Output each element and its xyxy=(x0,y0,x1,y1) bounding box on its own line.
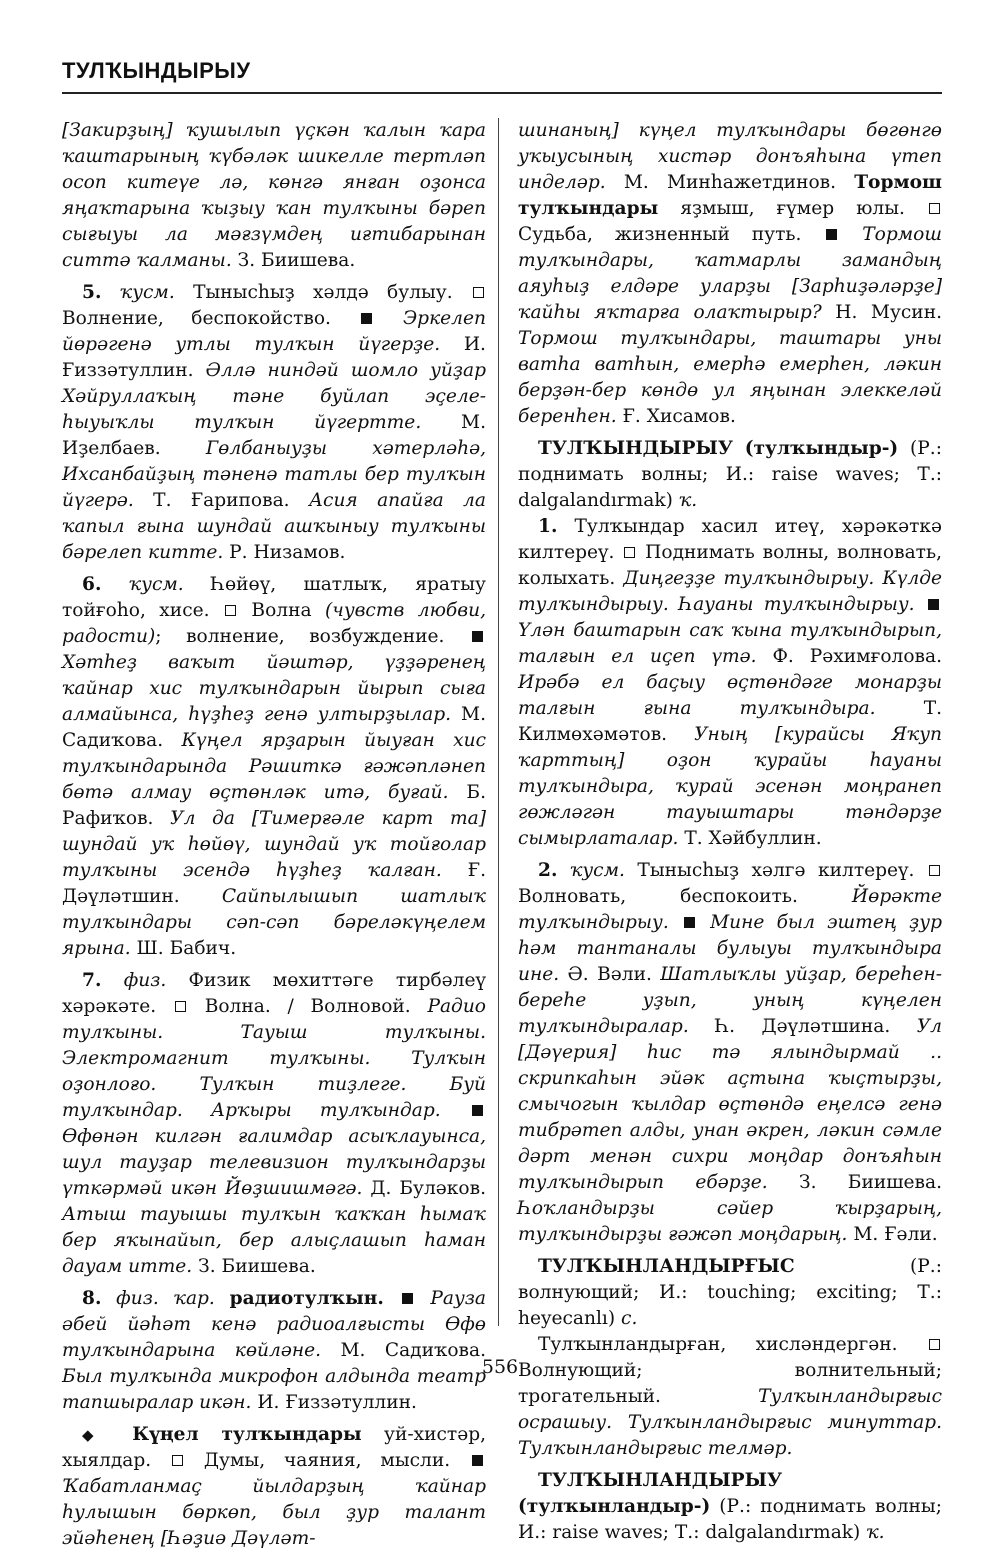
author: М. Садиҡова. xyxy=(340,1340,486,1361)
sense-number: 2. xyxy=(538,860,558,881)
translation-marker-icon xyxy=(624,547,635,558)
usage-mark: ҡусм. xyxy=(128,574,184,595)
idiom-title: Күңел тулҡындары xyxy=(132,1424,362,1445)
example-text: Тулҡынландырғыс осрашыу. Тулҡынландырғыс минуттар. Тулҡынландырғыс телмәр. xyxy=(518,1386,942,1459)
page-number: 556 xyxy=(481,1356,519,1378)
example-marker-icon xyxy=(402,1293,413,1304)
example-text: Хәтһеҙ ваҡыт йәштәр, үҙҙәренең ҡайнар хис тулҡындарын йырып сыға алмайынса, һүҙһеҙ генә ултырҙылар. xyxy=(62,652,486,725)
sense-8 xyxy=(62,1286,486,1416)
example-text: Ҡабатланмаҫ йылдарҙың ҡайнар һулышын бөркөп, был ҙур талант эйәһенең [Һәҙиә Дәүләт- xyxy=(62,1476,486,1549)
author: Ғ. Хисамов. xyxy=(622,406,736,427)
author: Н. Мусин. xyxy=(835,302,942,323)
author: И. Ғиззәтуллин. xyxy=(257,1392,417,1413)
definition: Тулҡынландырған, хисләндергән. xyxy=(538,1334,898,1355)
translation-marker-icon xyxy=(172,1455,183,1466)
sense-number: 5. xyxy=(82,282,102,303)
sense-number: 1. xyxy=(538,516,558,537)
diamond-icon: ◆ xyxy=(82,1426,110,1444)
example-marker-icon xyxy=(361,313,372,324)
idiom-title: Тормош тулҡындары xyxy=(518,172,942,219)
author: Ф. Рәхимғолова. xyxy=(772,646,942,667)
author: Т. Килмөхәмәтов. xyxy=(518,698,942,745)
example-text: Күңел ярҙарын йыуған хис тулҡындарында Рәшиткә ғәжәпләнеп бөтә алмау өҫтөнләк итә, буғай. xyxy=(62,730,486,803)
example-text: шинаның] күңел тулҡындары бөгөнгө уҡыусының хистәр донъяһына үтеп инделәр. xyxy=(518,120,942,193)
sense-number: 7. xyxy=(82,970,102,991)
headword-entry-tulkyndyryu xyxy=(518,436,942,514)
author: З. Биишева. xyxy=(798,1172,942,1193)
author: Д. Буләков. xyxy=(370,1178,486,1199)
column-divider xyxy=(498,118,499,1326)
part-of-speech: с. xyxy=(621,1308,638,1329)
example-text: Тормош тулҡындары, таштары уны ватһа ватһын, емерһә емерһен, ләкин берҙән-бер көндө ул яңынан элеккеләй беренһен. xyxy=(518,328,942,427)
russian-translation: Поднимать волны, волновать, колыхать. xyxy=(518,542,942,589)
example-text: Сайпылышып шатлыҡ тулҡындары сәп-сәп бәреләкүңелем ярына. xyxy=(62,886,486,959)
header-rule xyxy=(62,92,942,94)
russian-translation: Волновать, беспокоить. xyxy=(518,886,798,907)
example-text: Асия апайға ла ҡапыл ғына шундай ашҡыныу тулҡыны бәрелеп китте. xyxy=(62,490,486,563)
author: Ә. Вәли. xyxy=(567,964,652,985)
definition: Тулҡындар хасил итеү, хәрәкәткә килтереү. xyxy=(518,516,942,563)
russian-translation: Волнение, беспокойство. xyxy=(62,308,331,329)
translation-note: (чувств любви, радости) xyxy=(62,600,486,647)
usage-mark: физ. ҡар. xyxy=(116,1288,215,1309)
example-marker-icon xyxy=(472,1105,483,1116)
headword-form: (тулҡынландыр-) xyxy=(518,1496,711,1517)
author: З. Биишева. xyxy=(237,250,356,271)
part-of-speech: ҡ. xyxy=(866,1522,885,1543)
example-marker-icon xyxy=(928,599,939,610)
definition: яҙмыш, ғүмер юлы. xyxy=(680,198,905,219)
author: И. Ғиззәтуллин. xyxy=(62,334,486,381)
author: М. Минһажетдинов. xyxy=(623,172,837,193)
cross-reference: радиотулҡын. xyxy=(229,1288,384,1309)
left-column xyxy=(62,118,486,1552)
definition: Тынысһыҙ хәлдә булыу. xyxy=(193,282,453,303)
author: Т. Хәйбуллин. xyxy=(684,828,822,849)
sense-2 xyxy=(518,858,942,1248)
example-text: Үлән баштарын саҡ ҡына тулҡындырып, талғын ел иҫеп үтә. xyxy=(518,620,942,667)
author: З. Биишева. xyxy=(198,1256,316,1277)
usage-mark: ҡусм. xyxy=(569,860,625,881)
russian-translation: ; волнение, возбуждение. xyxy=(155,626,445,647)
definition: уй-хистәр, хыялдар. xyxy=(62,1424,487,1471)
example-text: Ирәбә ел баҫыу өҫтөндәге монарҙы талғын ғына тулҡындыра. xyxy=(518,672,942,719)
author: Ш. Бабич. xyxy=(136,938,237,959)
author: М. Ғәли. xyxy=(853,1224,938,1245)
usage-mark: ҡусм. xyxy=(119,282,175,303)
translations: (Р.: поднимать волны; И.: raise waves; Т.: dalgalandırmak) xyxy=(518,1496,942,1543)
continued-paragraph xyxy=(62,118,486,274)
example-marker-icon xyxy=(472,631,483,642)
translation-marker-icon xyxy=(929,865,940,876)
headword-entry-tulkynlandyryu xyxy=(518,1468,942,1546)
example-text: Рауза әбей йәһәт кенә радиоалғысты Өфө тулҡындарына көйләне. xyxy=(62,1288,486,1361)
example-text: [Закирҙың] ҡушылып үҫкән ҡалын ҡара ҡаштарының ҡүбәләк шикелле тертләп осоп китеүе лә, көнгә янған оҙонса яңаҡтарына ҡыҙыу ҡан тулҡыны бәреп сығыуы ла мәғзүмдең иғтибарынан ситтә ҡалманы. xyxy=(62,120,486,271)
running-header: ТУЛҠЫНДЫРЫУ xyxy=(62,58,251,83)
headword-form: (тулҡындыр-) xyxy=(744,438,899,459)
definition: Һөйөү, шатлыҡ, яратыу тойғоһо, хисе. xyxy=(62,574,486,621)
example-text: Ул [Дәүерия] һис тә ялындырмай .. скрипкаһын эйәк аҫтына ҡыҫтырҙы, смычогын ҡылдар өҫтөндә еңелсә генә тибрәтеп алды, унан әкрен, ләкин сәмле дәрт менән сихри моңдар донъяһын тулҡындырып ебәрҙе. xyxy=(518,1016,942,1193)
translation-marker-icon xyxy=(473,287,484,298)
translation-marker-icon xyxy=(175,1001,186,1012)
headword-entry-tulkynlandyrgys xyxy=(518,1254,942,1332)
example-text: Гөлбаныуҙы хәтерләһә, Ихсанбайҙың тәненә татлы бер тулҡын йүгерә. xyxy=(62,438,486,511)
example-text: Әллә ниндәй шомло уйҙар Хәйруллаҡың тәне буйлап эҫеле-һыуыҡлы тулҡын йүгертте. xyxy=(62,360,486,433)
part-of-speech: ҡ. xyxy=(678,490,698,511)
russian-translation: Думы, чаяния, мысли. xyxy=(203,1450,451,1471)
headword: ТУЛҠЫНДЫРЫУ xyxy=(538,438,733,459)
sense-7 xyxy=(62,968,486,1280)
author: М. Иҙелбаев. xyxy=(62,412,486,459)
translation-marker-icon xyxy=(929,203,940,214)
russian-translation: Судьба, жизненный путь. xyxy=(518,224,802,245)
usage-mark: физ. xyxy=(123,970,167,991)
example-text: Уның [курайсы Яҡуп ҡарттың] оҙон ҡурайы һауаны тулҡындыра, ҡурай эсенән моңранеп гөжләгән тауыштары тәндәрҙе сымырлаталар. xyxy=(518,724,942,849)
example-text: Һоҡландырҙы сәйер ҡырҙарың, тулҡындырҙы ғәжәп моңдарың. xyxy=(518,1198,942,1245)
author: Б. Рафиҡов. xyxy=(62,782,486,829)
sense-number: 6. xyxy=(82,574,102,595)
example-text: Радио тулҡыны. Тауыш тулҡыны. Электромагнит тулҡыны. Тулҡын оҙонлоғо. Тулҡын тиҙлеге. Буй тулҡындар. Арҡыры тулҡындар. xyxy=(62,996,486,1121)
example-text: Мине был эштең ҙур һәм тантаналы булыуы тулҡындыра ине. xyxy=(518,912,942,985)
author: М. Садиҡова. xyxy=(62,704,486,751)
russian-translation: Волна. / Волновой. xyxy=(204,996,411,1017)
example-marker-icon xyxy=(826,229,837,240)
author: Р. Низамов. xyxy=(229,542,346,563)
author: Т. Ғарипова. xyxy=(153,490,290,511)
example-marker-icon xyxy=(472,1455,483,1466)
headword: ТУЛҠЫНЛАНДЫРЫУ xyxy=(538,1470,783,1491)
russian-translation: Волна xyxy=(251,600,312,621)
definition: Тынысһыҙ хәлгә килтереү. xyxy=(637,860,915,881)
right-column xyxy=(518,118,942,1546)
author: Ғ. Дәүләтшин. xyxy=(62,860,486,907)
sense-5 xyxy=(62,280,486,566)
example-text: Был тулҡында микрофон алдында театр тапшыралар икән. xyxy=(62,1366,486,1413)
author: Һ. Дәүләтшина. xyxy=(715,1016,891,1037)
translation-marker-icon xyxy=(929,1339,940,1350)
sense-number: 8. xyxy=(82,1288,102,1309)
idiom-entry xyxy=(62,1422,486,1552)
example-text: Тормош тулҡындары, ҡатмарлы замандың аяуһыҙ елдәре уларҙы [Зарһиҙәләрҙе] ҡайһы яҡтарға олаҡтырыр? xyxy=(518,224,942,323)
definition-paragraph xyxy=(518,1332,942,1462)
translations: (Р.: волнующий; И.: touching; exciting; Т.: heyecanlı) xyxy=(518,1256,942,1329)
continued-paragraph xyxy=(518,118,942,430)
headword: ТУЛҠЫНЛАНДЫРҒЫС xyxy=(538,1256,795,1277)
example-text: Шатлыҡлы уйҙар, береһен-береһе уҙып, уның күңелен тулҡындыралар. xyxy=(518,964,942,1037)
russian-translation: Волнующий; волнительный; трогательный. xyxy=(518,1360,942,1407)
example-text: Өфөнән килгән ғалимдар асыҡлауынса, шул тауҙар телевизион тулҡындарҙы үткәрмәй икән Йөҙшишмәгә. xyxy=(62,1126,486,1199)
example-marker-icon xyxy=(684,917,695,928)
translation-marker-icon xyxy=(225,605,236,616)
example-text: Йөрәкте тулҡындырыу. xyxy=(518,886,942,933)
sense-1 xyxy=(518,514,942,852)
example-text: Эркелеп йөрәгенә утлы тулҡын йүгерҙе. xyxy=(62,308,486,355)
definition: Физик мөхиттәге тирбәлеү хәрәкәте. xyxy=(62,970,486,1017)
sense-6 xyxy=(62,572,486,962)
example-text: Атыш тауышы тулҡын ҡаҡҡан һымаҡ бер яҡынайып, бер алыҫлашып һаман дауам итте. xyxy=(62,1204,486,1277)
example-text: Ул да [Тимерғәле карт та] шундай уҡ һөйөү, шундай уҡ тойғолар тулҡыны эсендә һүҙһеҙ ҡалған. xyxy=(62,808,486,881)
example-text: Диңгеҙҙе тулҡындырыу. Күлде тулҡындырыу. Һауаны тулҡындырыу. xyxy=(518,568,942,615)
translations: (Р.: поднимать волны; И.: raise waves; Т.: dalgalandırmak) xyxy=(518,438,942,511)
